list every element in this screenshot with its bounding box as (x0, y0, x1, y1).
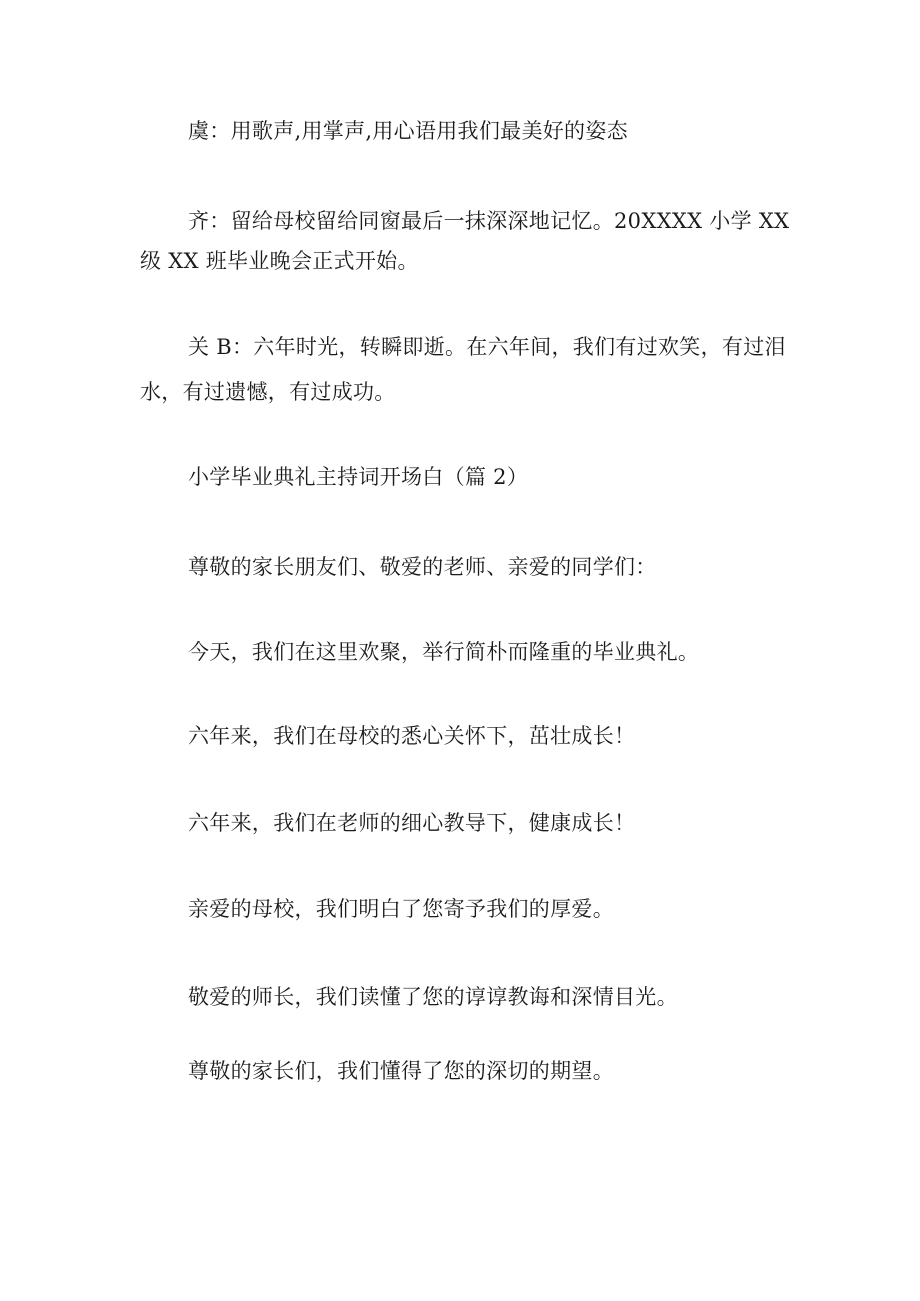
paragraph-today: 今天，我们在这里欢聚，举行简朴而隆重的毕业典礼。 (188, 640, 700, 664)
paragraph-guan-line-1: 关 B：六年时光，转瞬即逝。在六年间，我们有过欢笑，有过泪 (188, 335, 786, 359)
paragraph-dear-parents: 尊敬的家长们，我们懂得了您的深切的期望。 (188, 1059, 614, 1083)
paragraph-six-years-school: 六年来，我们在母校的悉心关怀下，茁壮成长！ (188, 724, 636, 748)
paragraph-dear-school: 亲爱的母校，我们明白了您寄予我们的厚爱。 (188, 897, 614, 921)
paragraph-six-years-teachers: 六年来，我们在老师的细心教导下，健康成长！ (188, 811, 636, 835)
section-heading: 小学毕业典礼主持词开场白（篇 2） (188, 465, 529, 489)
greeting-paragraph: 尊敬的家长朋友们、敬爱的老师、亲爱的同学们： (188, 555, 657, 579)
paragraph-dear-teachers: 敬爱的师长，我们读懂了您的谆谆教诲和深情目光。 (188, 985, 678, 1009)
paragraph-qi-line-2: 级 XX 班毕业晚会正式开始。 (140, 249, 419, 273)
paragraph-yu-line-1: 虞：用歌声,用掌声,用心语用我们最美好的姿态 (188, 119, 628, 143)
paragraph-guan-line-2: 水，有过遗憾，有过成功。 (140, 380, 396, 404)
paragraph-qi-line-1: 齐：留给母校留给同窗最后一抹深深地记忆。20XXXX 小学 XX (188, 209, 790, 233)
